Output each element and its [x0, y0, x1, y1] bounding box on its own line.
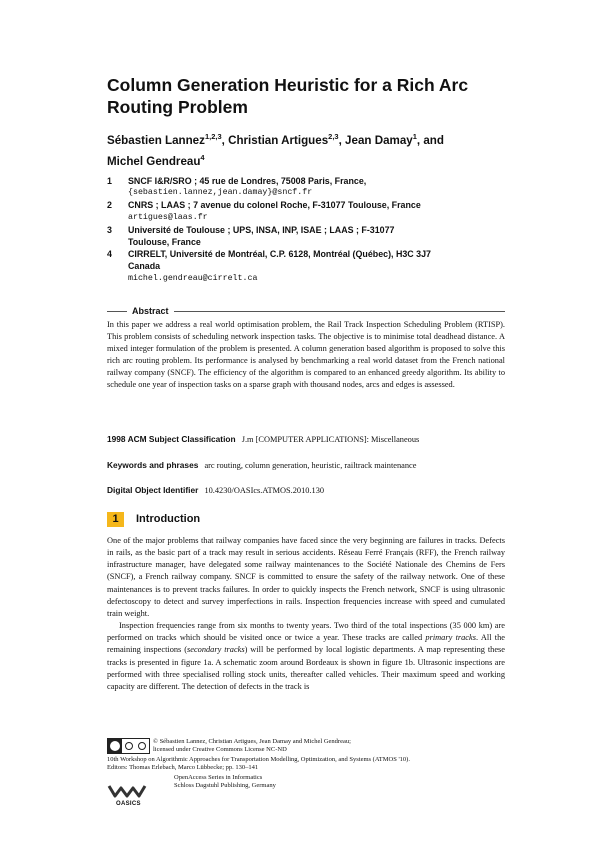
section-heading [107, 511, 200, 527]
author-and: and [423, 133, 444, 147]
abstract-heading [107, 305, 505, 317]
abstract-label: Abstract [132, 306, 169, 316]
author-1-affil: 1,2,3 [204, 132, 222, 141]
doi-value: 10.4230/OASIcs.ATMOS.2010.130 [204, 486, 325, 495]
author-1: Sébastien Lannez [107, 133, 205, 147]
oasics-logo-text: OASICS [116, 801, 141, 807]
title-line-2: Routing Problem [107, 97, 248, 117]
abstract-rule-right [174, 311, 505, 312]
affiliation-4 [107, 248, 517, 285]
author-2-affil: 2,3 [328, 132, 339, 141]
acm-label: 1998 ACM Subject Classification [107, 434, 236, 444]
abstract-rule-left [107, 311, 127, 312]
affiliation-text: Université de Toulouse ; UPS, INSA, INP, ISAE ; LAAS ; F-31077 [128, 224, 395, 235]
paragraph-2-part: . All the remaining inspections ( [107, 633, 505, 655]
affiliation-1 [107, 175, 517, 199]
author-3: Jean Damay [345, 133, 413, 147]
author-4-affil: 4 [200, 152, 205, 162]
doi-label: Digital Object Identifier [107, 485, 199, 495]
affiliation-email: artigues@laas.fr [128, 212, 208, 222]
affiliation-email: michel.gendreau@cirrelt.ca [128, 273, 258, 283]
paragraph-1: One of the major problems that railway companies have faced since the very beginning are failures in tracks. Defects in rails, as the basic part of a track may result in serious accidents. Réseau Ferré Français (RFF), the French railway infrastructure manager, have delegated some railway maintenances to the Société Nationale des Chemins de Fers (SNCF), a French railway company. SNCF is committed to ensure the safety of the railway network. One of these maintenances is to prevent tracks failures. In order to quickly inspects the French network, SNCF is using ultrasonic defectoscopy to detect and survey imperfections in rails. Inspection frequencies increase with speed and cumulated train weight. [107, 536, 505, 618]
affiliation-number: 1 [107, 176, 112, 186]
paragraph-2-part: ) will be performed by local logistic departments. A map representing these tracks is presented in figure 1a. A schematic zoom around Bordeaux is shown in figure 1b. Ultrasonic inspections are performed with three specialised rolling stock units, thereafter called vehicles. Their maximum speed and working capacity are different. The detection of defects in the track is [107, 645, 505, 691]
body-text [107, 535, 505, 693]
affiliation-text-cont: Canada [128, 261, 161, 272]
affiliation-2 [107, 199, 517, 223]
affiliation-3 [107, 224, 517, 248]
footer-copyright: © Sébastien Lannez, Christian Artigues, Jean Damay and Michel Gendreau; [153, 738, 351, 745]
affiliation-number: 3 [107, 224, 112, 235]
affiliations [107, 175, 517, 285]
section-title: Introduction [136, 513, 201, 525]
affiliation-text-cont: Toulouse, France [128, 237, 201, 248]
footer-series: OpenAccess Series in Informatics [174, 774, 263, 781]
acm-classification [107, 433, 505, 446]
footer-editors: Editors: Thomas Erlebach, Marco Lübbecke; pp. 130–141 [107, 764, 259, 771]
author-list: Sébastien Lannez$^{1,2,3}$, Christian Artigues$^{2,3}$, Jean Damay$^1$, and Michel Gendreau$^4$ [107, 132, 444, 168]
term-secondary-tracks: secondary tracks [187, 645, 245, 655]
author-4: Michel Gendreau [107, 154, 201, 168]
acm-value: J.m [COMPUTER APPLICATIONS]: Miscellaneous [241, 435, 420, 444]
cc-license-icon [107, 738, 150, 754]
title-line-1: Column Generation Heuristic for a Rich Arc [107, 75, 469, 95]
abstract-text: In this paper we address a real world optimisation problem, the Rail Track Inspection Scheduling Problem (RTISP). This problem consists of scheduling network inspection tasks. The objective is to minimise total deadhead distance. A mixed integer formulation of the problem is presented. A column generation based algorithm is proposed to solve this rich arc routing problem. Its performance is analysed by benchmarking a real world dataset from the French national railway company (SNCF). The efficiency of the algorithm is compared to an enhanced greedy algorithm. Its ability to schedule one year of inspection tasks on a sparse graph with thousand nodes, arcs and edges is assessed. [107, 320, 505, 390]
affiliation-text: CIRRELT, Université de Montréal, C.P. 6128, Montréal (Québec), H3C 3J7 [128, 249, 431, 260]
keywords-label: Keywords and phrases [107, 460, 199, 470]
affiliation-text: CNRS ; LAAS ; 7 avenue du colonel Roche, F-31077 Toulouse, France [128, 200, 421, 211]
doi [107, 484, 505, 497]
term-primary-tracks: primary tracks [425, 633, 476, 643]
affiliation-text: SNCF I&R/SRO ; 45 rue de Londres, 75008 Paris, France, [128, 176, 367, 186]
author-3-affil: 1 [412, 132, 417, 141]
author-2: Christian Artigues [228, 133, 329, 147]
footer-license: licensed under Creative Commons License NC-ND [153, 746, 287, 753]
affiliation-number: 2 [107, 200, 112, 211]
section-number: 1 [107, 512, 124, 527]
paper-title [107, 74, 507, 118]
affiliation-email: {sebastien.lannez,jean.damay}@sncf.fr [128, 188, 313, 198]
footer-publisher: Schloss Dagstuhl Publishing, Germany [174, 782, 276, 789]
keywords-value: arc routing, column generation, heuristic, railtrack maintenance [204, 461, 417, 470]
paragraph-2 [107, 620, 505, 693]
keywords [107, 459, 505, 472]
affiliation-number: 4 [107, 249, 112, 260]
footer-workshop: 10th Workshop on Algorithmic Approaches for Transportation Modelling, Optimization, and Systems (ATMOS '10). [107, 756, 410, 763]
paragraph-2-part: Inspection frequencies range from six months to twenty years. Two third of the total inspections (35 000 km) are performed on tracks which should be visited once or twice a year. These tracks are called [107, 621, 505, 643]
